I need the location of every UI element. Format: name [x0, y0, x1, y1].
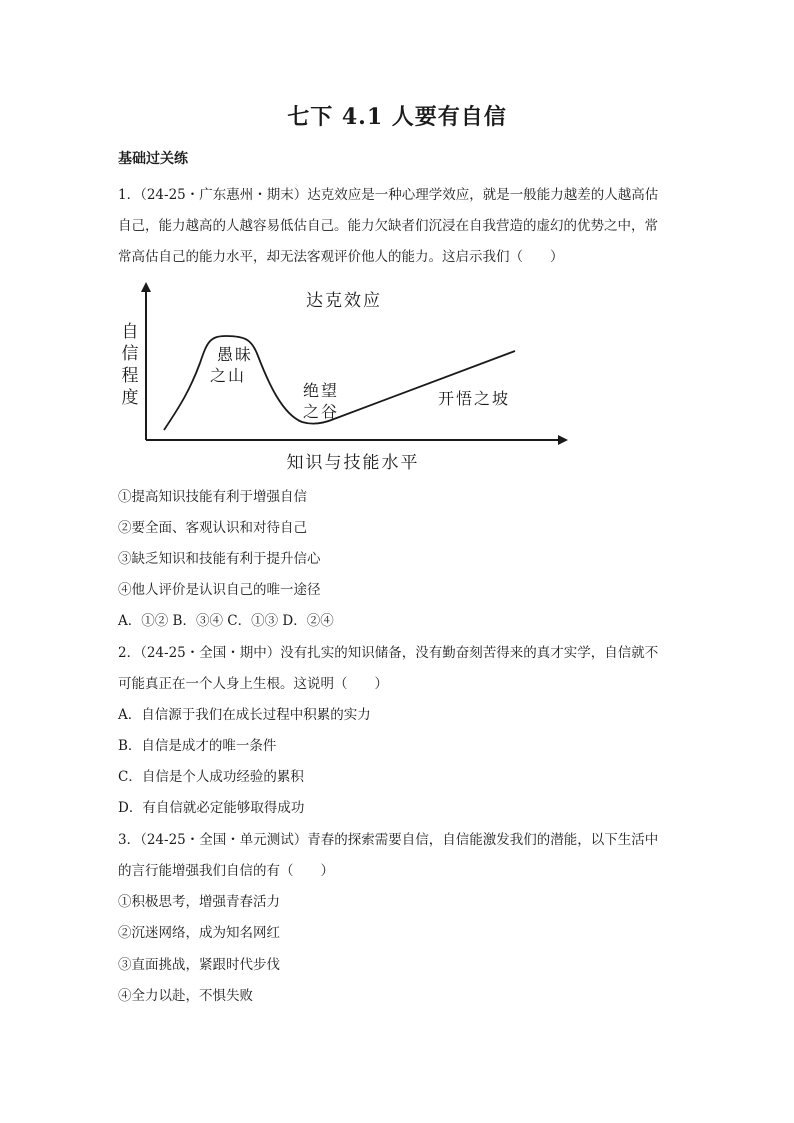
- q3-option-1: ①积极思考，增强青春活力: [118, 894, 280, 910]
- y-label-char-3: 程: [121, 366, 139, 386]
- x-axis-label: 知识与技能水平: [286, 453, 420, 473]
- q1-option-2: ②要全面、客观认识和对待自己: [118, 520, 307, 536]
- peak-label-line-1: 愚昧: [216, 345, 254, 364]
- y-label-char-2: 信: [121, 344, 139, 364]
- q2-stem-line-1: 2．（24-25・全国・期中）没有扎实的知识储备，没有勤奋刻苦得来的真才实学，自信就不: [118, 645, 659, 661]
- q2-choice-d: D．有自信就必定能够取得成功: [118, 800, 305, 816]
- q1-option-1: ①提高知识技能有利于增强自信: [118, 489, 307, 505]
- section-heading: 基础过关练: [118, 151, 188, 167]
- q2-stem-line-2: 可能真正在一个人身上生根。这说明（ ）: [118, 676, 388, 692]
- q2-choice-b: B．自信是成才的唯一条件: [118, 738, 277, 754]
- valley-label-line-1: 绝望: [302, 381, 340, 400]
- q3-option-2: ②沉迷网络，成为知名网红: [118, 925, 280, 941]
- page-title: 七下 4.1 人要有自信: [287, 104, 507, 130]
- q3-stem-line-2: 的言行能增强我们自信的有（ ）: [118, 863, 334, 879]
- peak-label-line-2: 之山: [209, 366, 247, 385]
- figure-title: 达克效应: [306, 291, 382, 311]
- q1-stem-line-3: 常高估自己的能力水平，却无法客观评价他人的能力。这启示我们（ ）: [118, 249, 564, 265]
- q2-choice-c: C．自信是个人成功经验的累积: [118, 769, 304, 785]
- q1-option-4: ④他人评价是认识自己的唯一途径: [118, 582, 321, 598]
- dunning-kruger-figure: [110, 278, 580, 478]
- q1-option-3: ③缺乏知识和技能有利于提升信心: [118, 551, 321, 567]
- q2-choice-a: A．自信源于我们在成长过程中积累的实力: [118, 707, 371, 723]
- y-label-char-4: 度: [121, 388, 139, 408]
- slope-label: 开悟之坡: [437, 389, 511, 408]
- q1-stem-line-2: 自己，能力越高的人越容易低估自己。能力欠缺者们沉浸在自我营造的虚幻的优势之中，常: [118, 218, 658, 234]
- q1-stem-line-1: 1．（24-25・广东惠州・期末）达克效应是一种心理学效应，就是一般能力越差的人越高估: [118, 187, 659, 203]
- valley-label-line-2: 之谷: [302, 402, 340, 421]
- q3-option-3: ③直面挑战，紧跟时代步伐: [118, 957, 280, 973]
- y-label-char-1: 自: [121, 322, 139, 342]
- q1-answer-choices: A．①② B．③④ C．①③ D．②④: [118, 613, 334, 629]
- q3-stem-line-1: 3．（24-25・全国・单元测试）青春的探索需要自信，自信能激发我们的潜能，以下生活中: [118, 832, 659, 848]
- q3-option-4: ④全力以赴，不惧失败: [118, 988, 253, 1004]
